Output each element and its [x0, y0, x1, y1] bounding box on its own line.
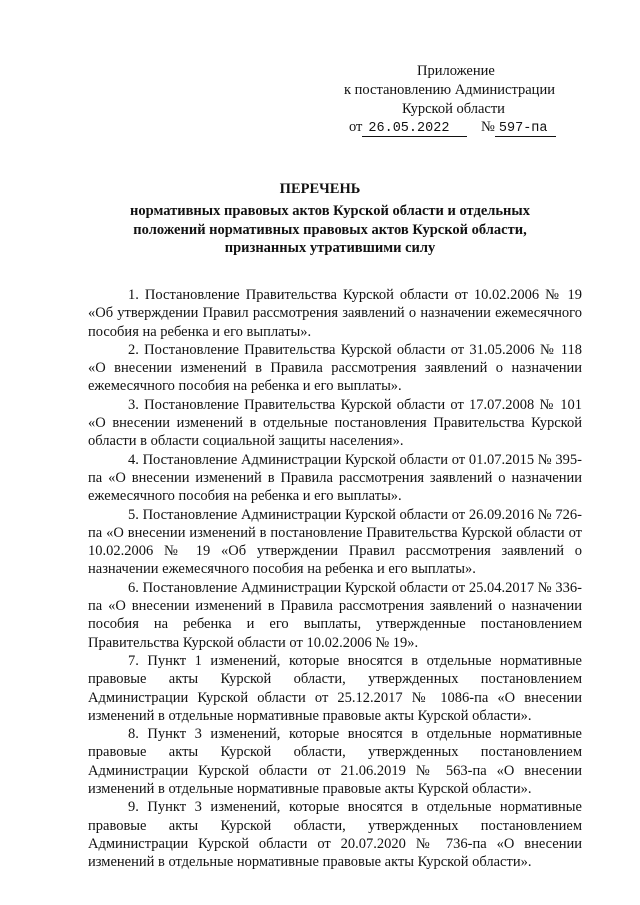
appendix-region-line: Курской области [402, 101, 505, 117]
list-item: 7. Пункт 1 изменений, которые вносятся в отдельные нормативные правовые акты Курской области, утвержденных постановлением Администрации Курской области от 25.12.2017 № 1086-па «О внесении изменений в отдельные нормативные правовые акты Курской области». [88, 652, 582, 724]
list-item: 1. Постановление Правительства Курской области от 10.02.2006 № 19 «Об утверждении Правил рассмотрения заявлений о назначении ежемесячного пособия на ребенка и его выплаты». [88, 287, 582, 340]
appendix-resolution-line: к постановлению Администрации [344, 82, 555, 98]
list-item: 8. Пункт 3 изменений, которые вносятся в отдельные нормативные правовые акты Курской области, утвержденных постановлением Администрации Курской области от 21.06.2019 № 563-па «О внесении изменений в отдельные нормативные правовые акты Курской области». [88, 726, 582, 798]
document-subtitle: нормативных правовых актов Курской области и отдельных положений нормативных правовых актов Курской области, признанных утратившими силу [130, 203, 530, 256]
appendix-label: Приложение [417, 63, 495, 79]
list-item: 9. Пункт 3 изменений, которые вносятся в отдельные нормативные правовые акты Курской области, утвержденных постановлением Администрации Курской области от 20.07.2020 № 736-па «О внесении изменений в отдельные нормативные правовые акты Курской области». [88, 799, 582, 871]
date-prefix: от [349, 119, 363, 135]
resolution-date: 26.05.2022 [362, 121, 467, 137]
number-prefix: № [481, 119, 495, 135]
list-item: 4. Постановление Администрации Курской области от 01.07.2015 № 395-па «О внесении изменений в Правила рассмотрения заявлений о назначении ежемесячного пособия на ребенка и его выплаты». [88, 451, 582, 505]
document-title: ПЕРЕЧЕНЬ [279, 181, 361, 197]
appendix-header [344, 62, 584, 137]
appendix-date-number-line [344, 118, 584, 137]
resolution-number: 597-па [495, 121, 556, 137]
list-item: 2. Постановление Правительства Курской области от 31.05.2006 № 118 «О внесении изменений в Правила рассмотрения заявлений о назначении ежемесячного пособия на ребенка и его выплаты». [88, 341, 582, 395]
list-item: 3. Постановление Правительства Курской области от 17.07.2008 № 101 «О внесении изменений в отдельные постановления Правительства Курской области в области социальной защиты населения». [88, 396, 582, 450]
list-item: 5. Постановление Администрации Курской области от 26.09.2016 № 726-па «О внесении изменений в постановление Правительства Курской области от 10.02.2006 № 19 «Об утверждении Правил рассмотрения заявлений о назначении ежемесячного пособия на ребенка и его выплаты». [88, 506, 582, 578]
acts-list [88, 286, 582, 872]
list-item: 6. Постановление Администрации Курской области от 25.04.2017 № 336-па «О внесении изменений в Правила рассмотрения заявлений о назначении пособия на ребенка и его выплаты, утвержденные постановлением Правительства Курской области от 10.02.2006 № 19». [88, 579, 582, 651]
